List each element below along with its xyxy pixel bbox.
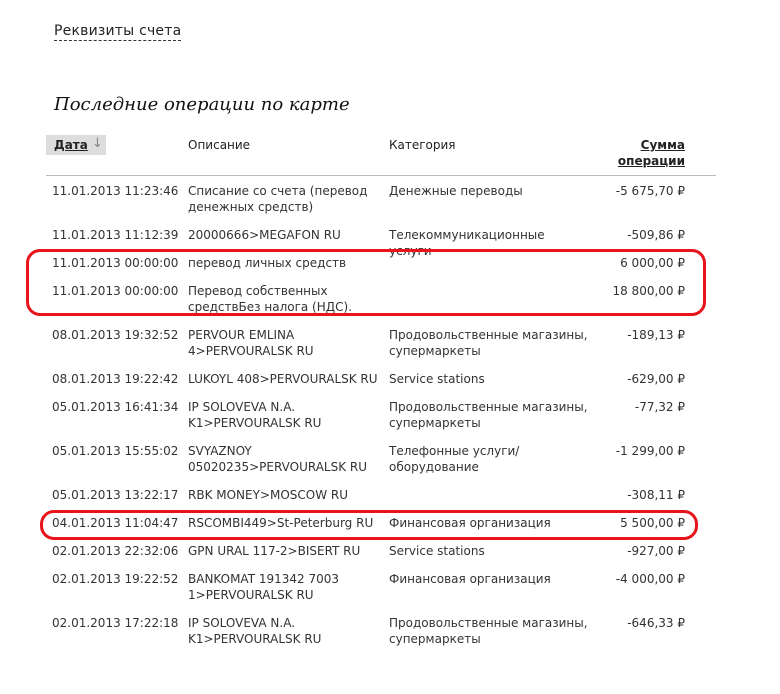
row-date: 08.01.2013 19:22:42 xyxy=(52,372,179,386)
column-header-category: Категория xyxy=(389,138,456,152)
row-category: Service stations xyxy=(389,544,485,558)
row-category: Телефонные услуги/оборудование xyxy=(389,444,520,474)
row-description: PERVOUR EMLINA 4>PERVOURALSK RU xyxy=(188,328,314,358)
row-category: Продовольственные магазины, супермаркеты xyxy=(389,616,588,646)
row-category: Продовольственные магазины, супермаркеты xyxy=(389,400,588,430)
row-date: 05.01.2013 15:55:02 xyxy=(52,444,179,458)
row-description: RSCOMBI449>St-Peterburg RU xyxy=(188,516,374,530)
row-amount: -77,32 ₽ xyxy=(634,400,685,414)
row-category: Денежные переводы xyxy=(389,184,523,198)
row-amount: 18 800,00 ₽ xyxy=(612,284,685,298)
row-amount: -308,11 ₽ xyxy=(627,488,685,502)
account-details-link[interactable]: Реквизиты счета xyxy=(54,23,182,39)
row-amount: -509,86 ₽ xyxy=(627,228,685,242)
row-amount: 5 500,00 ₽ xyxy=(620,516,685,530)
row-date: 04.01.2013 11:04:47 xyxy=(52,516,179,530)
highlight-annotation-rscombi xyxy=(40,510,698,540)
column-header-amount-line1[interactable]: Сумма xyxy=(640,138,685,152)
row-description: IP SOLOVEVA N.A. K1>PERVOURALSK RU xyxy=(188,400,322,430)
sort-arrow-icon[interactable]: ↓ xyxy=(92,136,103,151)
row-date: 08.01.2013 19:32:52 xyxy=(52,328,179,342)
row-date: 02.01.2013 17:22:18 xyxy=(52,616,179,630)
row-amount: -927,00 ₽ xyxy=(627,544,685,558)
row-description: IP SOLOVEVA N.A. K1>PERVOURALSK RU xyxy=(188,616,322,646)
row-category: Финансовая организация xyxy=(389,572,551,586)
row-date: 11.01.2013 11:23:46 xyxy=(52,184,179,198)
row-description: перевод личных средств xyxy=(188,256,347,270)
highlight-annotation-incoming-transfers xyxy=(26,249,706,316)
row-category: Телекоммуникационные услуги xyxy=(389,228,545,258)
row-amount: -629,00 ₽ xyxy=(627,372,685,386)
row-date: 11.01.2013 00:00:00 xyxy=(52,284,179,298)
column-header-description: Описание xyxy=(188,138,251,152)
column-header-amount-line2[interactable]: операции xyxy=(617,154,685,168)
row-category: Финансовая организация xyxy=(389,516,551,530)
row-date: 02.01.2013 22:32:06 xyxy=(52,544,179,558)
row-amount: 6 000,00 ₽ xyxy=(620,256,685,270)
section-title: Последние операции по карте xyxy=(54,94,350,115)
row-description: 20000666>MEGAFON RU xyxy=(188,228,341,242)
row-amount: -5 675,70 ₽ xyxy=(615,184,685,198)
row-date: 05.01.2013 13:22:17 xyxy=(52,488,179,502)
row-category: Продовольственные магазины, супермаркеты xyxy=(389,328,588,358)
column-header-date-label[interactable]: Дата xyxy=(54,138,88,152)
row-category: Service stations xyxy=(389,372,485,386)
row-date: 02.01.2013 19:22:52 xyxy=(52,572,179,586)
row-description: Перевод собственных средствБез налога (НДС). xyxy=(188,284,353,314)
row-amount: -189,13 ₽ xyxy=(627,328,685,342)
row-description: BANKOMAT 191342 7003 1>PERVOURALSK RU xyxy=(188,572,340,602)
row-description: GPN URAL 117-2>BISERT RU xyxy=(188,544,361,558)
row-date: 11.01.2013 00:00:00 xyxy=(52,256,179,270)
row-description: Списание со счета (перевод денежных средств) xyxy=(188,184,368,214)
row-amount: -4 000,00 ₽ xyxy=(615,572,685,586)
row-amount: -1 299,00 ₽ xyxy=(615,444,685,458)
row-description: SVYAZNOY 05020235>PERVOURALSK RU xyxy=(188,444,368,474)
row-date: 11.01.2013 11:12:39 xyxy=(52,228,179,242)
row-date: 05.01.2013 16:41:34 xyxy=(52,400,179,414)
row-amount: -646,33 ₽ xyxy=(627,616,685,630)
row-description: LUKOYL 408>PERVOURALSK RU xyxy=(188,372,378,386)
row-description: RBK MONEY>MOSCOW RU xyxy=(188,488,349,502)
